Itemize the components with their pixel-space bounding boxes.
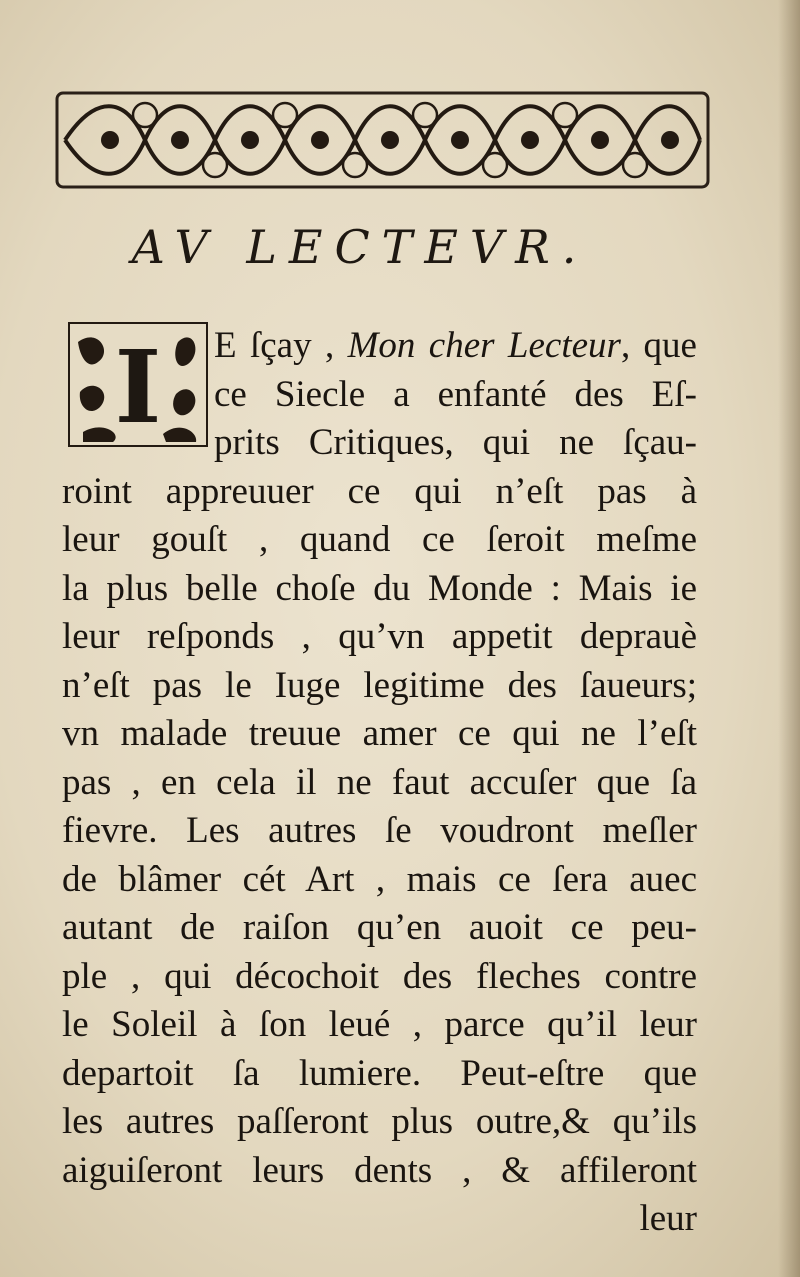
text-line	[62, 953, 697, 1002]
text-segment: vn malade treuue amer ce qui ne l’eſt	[62, 713, 697, 754]
page-edge-shadow	[778, 0, 800, 1277]
text-segment: leur	[639, 1198, 697, 1239]
text-line	[62, 419, 697, 468]
text-line	[62, 807, 697, 856]
ornamental-headpiece	[55, 85, 710, 195]
text-line	[62, 759, 697, 808]
text-line	[62, 1098, 697, 1147]
body-text	[62, 322, 697, 1244]
text-segment: ple , qui décochoit des fleches contre	[62, 955, 697, 997]
text-line	[62, 1050, 697, 1099]
text-line	[62, 1147, 697, 1196]
italic-phrase: Mon cher Lecteur	[347, 325, 621, 366]
text-line	[62, 468, 697, 517]
text-line	[62, 613, 697, 662]
dropcap-letter: I	[114, 328, 162, 446]
text-line	[62, 904, 697, 953]
text-line	[62, 1195, 697, 1244]
text-segment: la plus belle choſe du Monde : Mais ie	[62, 567, 697, 609]
text-line	[62, 662, 697, 711]
text-line	[62, 322, 697, 371]
text-segment: aiguiſeront leurs dents , & affileront	[62, 1149, 697, 1191]
text-segment: de blâmer cét Art , mais ce ſera auec	[62, 858, 697, 900]
text-segment: pas , en cela il ne faut accuſer que ſa	[62, 761, 697, 803]
text-segment: prits Critiques, qui ne ſçau-	[214, 422, 697, 463]
text-segment: E ſçay ,	[214, 325, 348, 366]
text-segment: fievre. Les autres ſe voudront meſler	[62, 810, 697, 851]
text-segment: departoit ſa lumiere. Peut-eſtre que	[62, 1052, 697, 1094]
text-segment: leur reſponds , qu’vn appetit deprauè	[62, 616, 697, 657]
text-segment: n’eſt pas le Iuge legitime des ſaueurs;	[62, 664, 697, 706]
text-segment: autant de raiſon qu’en auoit ce peu-	[62, 907, 697, 948]
page-heading: AV LECTEVR.	[131, 220, 589, 274]
text-line	[62, 856, 697, 905]
text-segment: les autres paſſeront plus outre,& qu’ils	[62, 1101, 697, 1142]
text-segment: le Soleil à ſon leué , parce qu’il leur	[62, 1004, 697, 1045]
text-segment: roint appreuuer ce qui n’eſt pas à	[62, 470, 697, 512]
text-segment: leur gouſt , quand ce ſeroit meſme	[62, 519, 697, 560]
text-segment: , que	[620, 325, 697, 366]
text-line	[62, 565, 697, 614]
text-line	[62, 1001, 697, 1050]
text-line	[62, 371, 697, 420]
text-line	[62, 516, 697, 565]
text-line	[62, 710, 697, 759]
text-segment: ce Siecle a enfanté des Eſ-	[214, 373, 697, 415]
